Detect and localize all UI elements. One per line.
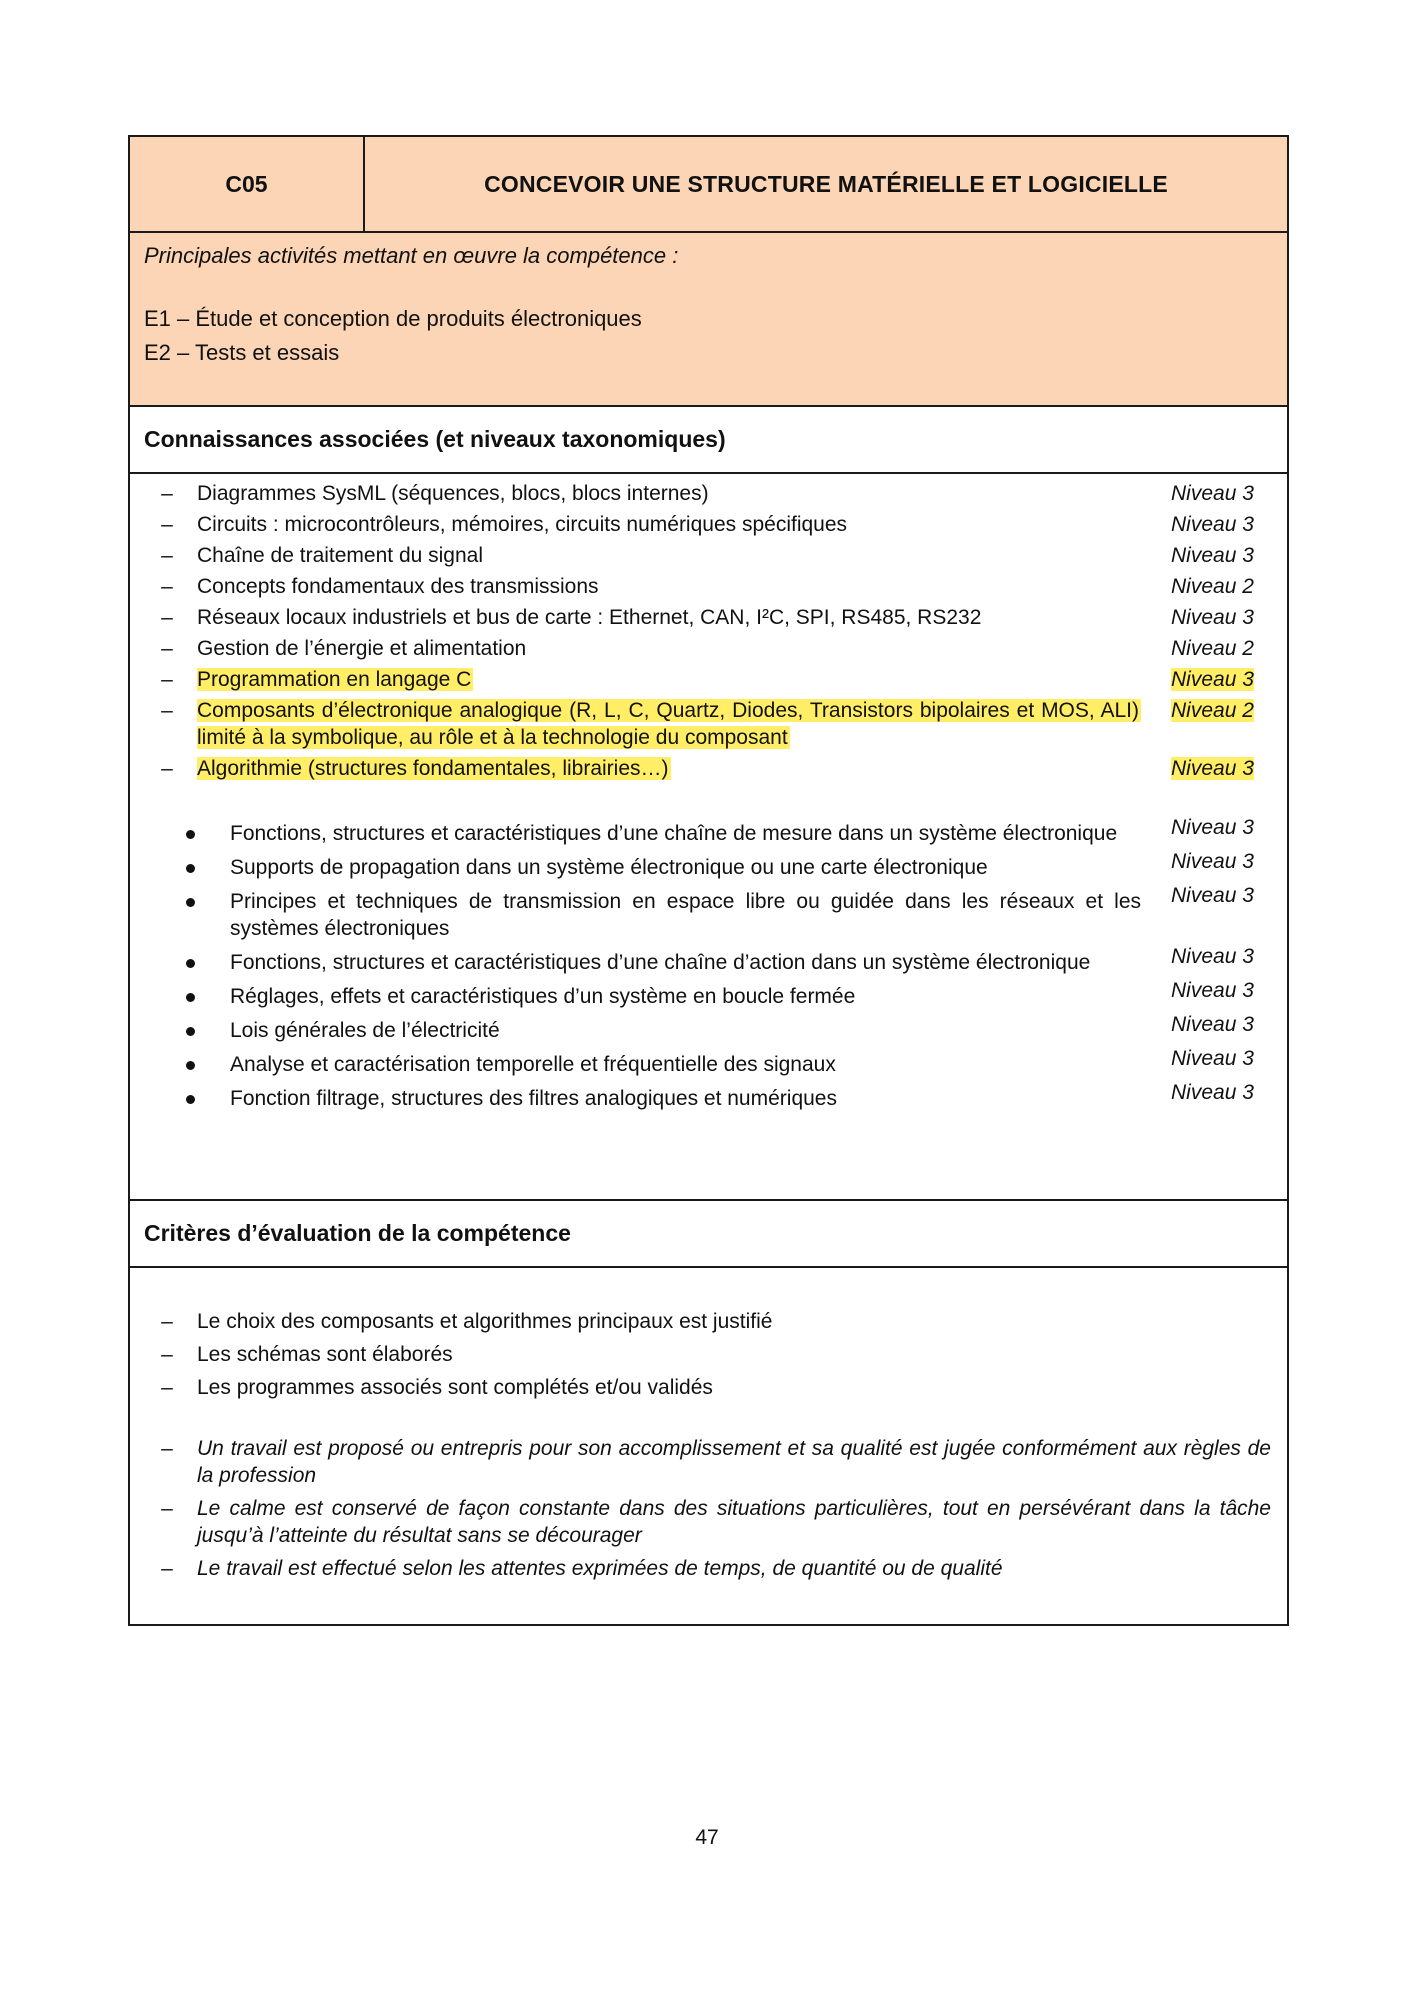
dash-marker: – [161, 668, 173, 691]
knowledge-item-label: Concepts fondamentaux des transmissions [197, 575, 599, 598]
knowledge-item-text: Principes et techniques de transmission en espace libre ou guidée dans les réseaux et les systèmes électroniques [230, 890, 1141, 940]
bullet-icon [130, 854, 230, 881]
taxonomy-level-label: Niveau 2 [1171, 637, 1254, 660]
knowledge-item-label: Circuits : microcontrôleurs, mémoires, circuits numériques spécifiques [197, 513, 848, 536]
taxonomy-level: Niveau 3 [1171, 884, 1254, 907]
taxonomy-level: Niveau 3 [1171, 850, 1254, 873]
dash-marker: – [161, 1557, 173, 1580]
criteria-item [130, 1435, 1287, 1489]
taxonomy-level [1171, 511, 1267, 538]
knowledge-heading-text: Connaissances associées (et niveaux taxonomiques) [144, 426, 726, 452]
taxonomy-level [1171, 480, 1267, 507]
criteria-section [130, 1268, 1287, 1624]
dash-marker: – [161, 699, 173, 722]
knowledge-item-text: Supports de propagation dans un système électronique ou une carte électronique [230, 856, 988, 879]
taxonomy-level [1171, 666, 1267, 693]
knowledge-item-text [197, 666, 1141, 693]
criteria-item [130, 1555, 1287, 1582]
knowledge-bullet-item [130, 1047, 1287, 1078]
knowledge-item-label: Algorithmie (structures fondamentales, librairies…) [197, 757, 669, 780]
bullet-icon [130, 820, 230, 847]
knowledge-item-label: Diagrammes SysML (séquences, blocs, blocs internes) [197, 482, 709, 505]
bullet-icon [130, 1017, 230, 1044]
knowledge-item [130, 542, 1287, 569]
dash-marker: – [161, 513, 173, 536]
knowledge-item-label: Gestion de l’énergie et alimentation [197, 637, 527, 660]
criteria-heading-text: Critères d’évaluation de la compétence [144, 1220, 571, 1246]
bullet-icon [130, 983, 230, 1010]
knowledge-item-text [197, 635, 1141, 662]
knowledge-item-text [197, 511, 1141, 538]
knowledge-item-label: Réseaux locaux industriels et bus de carte : Ethernet, CAN, I²C, SPI, RS485, RS232 [197, 606, 982, 629]
dash-marker: – [161, 575, 173, 598]
knowledge-item-text [197, 755, 1141, 782]
knowledge-item-text: Fonction filtrage, structures des filtres analogiques et numériques [230, 1087, 837, 1110]
taxonomy-level-label: Niveau 3 [1171, 544, 1254, 567]
taxonomy-level-label: Niveau 3 [1171, 482, 1254, 505]
knowledge-item [130, 666, 1287, 693]
taxonomy-level: Niveau 3 [1171, 1047, 1254, 1070]
knowledge-item-text: Fonctions, structures et caractéristiques d’une chaîne de mesure dans un système électronique [230, 822, 1118, 845]
knowledge-section [130, 474, 1287, 1201]
competency-table [128, 135, 1289, 1626]
page-number: 47 [695, 1826, 719, 1849]
criteria-technical-list [130, 1308, 1287, 1401]
taxonomy-level-label: Niveau 3 [1171, 757, 1254, 780]
knowledge-item [130, 697, 1287, 751]
knowledge-item [130, 755, 1287, 782]
knowledge-item-text [197, 604, 1141, 631]
dash-marker: – [161, 1497, 173, 1520]
knowledge-bullet-item [130, 850, 1287, 881]
criteria-item-text: Le choix des composants et algorithmes principaux est justifié [197, 1310, 773, 1333]
dash-marker: – [161, 757, 173, 780]
activity-item: E1 – Étude et conception de produits électroniques [144, 306, 642, 331]
taxonomy-level-label: Niveau 2 [1171, 699, 1254, 722]
competency-title: CONCEVOIR UNE STRUCTURE MATÉRIELLE ET LOGICIELLE [484, 170, 1168, 197]
criteria-item-text: Un travail est proposé ou entrepris pour son accomplissement et sa qualité est jugée conformément aux règles de la profession [197, 1437, 1271, 1487]
activities-list [144, 302, 1273, 370]
criteria-item-text: Le calme est conservé de façon constante dans des situations particulières, tout en persévérant dans la tâche jusqu’à l’atteinte du résultat sans se décourager [197, 1497, 1271, 1547]
taxonomy-level-label: Niveau 3 [1171, 513, 1254, 536]
activities-intro: Principales activités mettant en œuvre la compétence : [144, 243, 679, 268]
knowledge-item-text [197, 542, 1141, 569]
dash-marker: – [161, 1437, 173, 1460]
knowledge-item-text [197, 697, 1141, 751]
dash-marker: – [161, 606, 173, 629]
dash-marker: – [161, 1310, 173, 1333]
knowledge-item-text [197, 480, 1141, 507]
knowledge-item-label: Composants d’électronique analogique (R, L, C, Quartz, Diodes, Transistors bipolaires et MOS, ALI) limité à la symbolique, au rôle et à la technologie du composant [197, 699, 1139, 749]
bullet-icon [130, 888, 230, 915]
knowledge-item-text: Réglages, effets et caractéristiques d’un système en boucle fermée [230, 985, 856, 1008]
dash-marker: – [161, 1376, 173, 1399]
taxonomy-level-label: Niveau 2 [1171, 575, 1254, 598]
knowledge-item [130, 573, 1287, 600]
knowledge-bullet-item [130, 979, 1287, 1010]
dash-marker: – [161, 1343, 173, 1366]
taxonomy-level: Niveau 3 [1171, 816, 1254, 839]
criteria-behavioral-list [130, 1435, 1287, 1582]
dash-marker: – [161, 544, 173, 567]
criteria-item [130, 1308, 1287, 1335]
taxonomy-level: Niveau 3 [1171, 945, 1254, 968]
taxonomy-level: Niveau 3 [1171, 1013, 1254, 1036]
competency-code: C05 [130, 137, 365, 231]
activity-item: E2 – Tests et essais [144, 340, 340, 365]
bullet-icon [130, 1051, 230, 1078]
knowledge-item-label: Programmation en langage C [197, 668, 472, 691]
knowledge-item-text: Analyse et caractérisation temporelle et fréquentielle des signaux [230, 1053, 836, 1076]
dash-marker: – [161, 637, 173, 660]
bullet-icon [130, 1085, 230, 1112]
bullet-icon [130, 949, 230, 976]
knowledge-bullet-item [130, 884, 1287, 942]
taxonomy-level: Niveau 3 [1171, 1081, 1254, 1104]
competency-header-row [130, 137, 1287, 233]
taxonomy-level [1171, 604, 1267, 631]
knowledge-bullet-item [130, 816, 1287, 847]
taxonomy-level [1171, 542, 1267, 569]
knowledge-item-text [197, 573, 1141, 600]
criteria-item-text: Les programmes associés sont complétés et/ou validés [197, 1376, 713, 1399]
knowledge-item-label: Chaîne de traitement du signal [197, 544, 484, 567]
knowledge-bullet-item [130, 945, 1287, 976]
dash-marker: – [161, 482, 173, 505]
knowledge-heading [130, 407, 1287, 474]
criteria-item-text: Les schémas sont élaborés [197, 1343, 453, 1366]
criteria-item [130, 1341, 1287, 1368]
knowledge-bullet-item [130, 1081, 1287, 1112]
taxonomy-level [1171, 573, 1267, 600]
activities-section [130, 233, 1287, 407]
taxonomy-level [1171, 635, 1267, 662]
knowledge-item [130, 511, 1287, 538]
taxonomy-level: Niveau 3 [1171, 979, 1254, 1002]
taxonomy-level-label: Niveau 3 [1171, 606, 1254, 629]
criteria-item-text: Le travail est effectué selon les attentes exprimées de temps, de quantité ou de qualité [197, 1557, 1003, 1580]
taxonomy-level [1171, 755, 1267, 782]
knowledge-item [130, 635, 1287, 662]
criteria-heading [130, 1201, 1287, 1268]
knowledge-item [130, 480, 1287, 507]
knowledge-item-text: Lois générales de l’électricité [230, 1019, 500, 1042]
knowledge-item-text: Fonctions, structures et caractéristiques d’une chaîne d’action dans un système électronique [230, 951, 1091, 974]
knowledge-dash-list [130, 480, 1287, 782]
knowledge-bullet-list [130, 816, 1287, 1112]
knowledge-item [130, 604, 1287, 631]
taxonomy-level [1171, 697, 1267, 724]
criteria-item [130, 1374, 1287, 1401]
criteria-item [130, 1495, 1287, 1549]
taxonomy-level-label: Niveau 3 [1171, 668, 1254, 691]
knowledge-bullet-item [130, 1013, 1287, 1044]
